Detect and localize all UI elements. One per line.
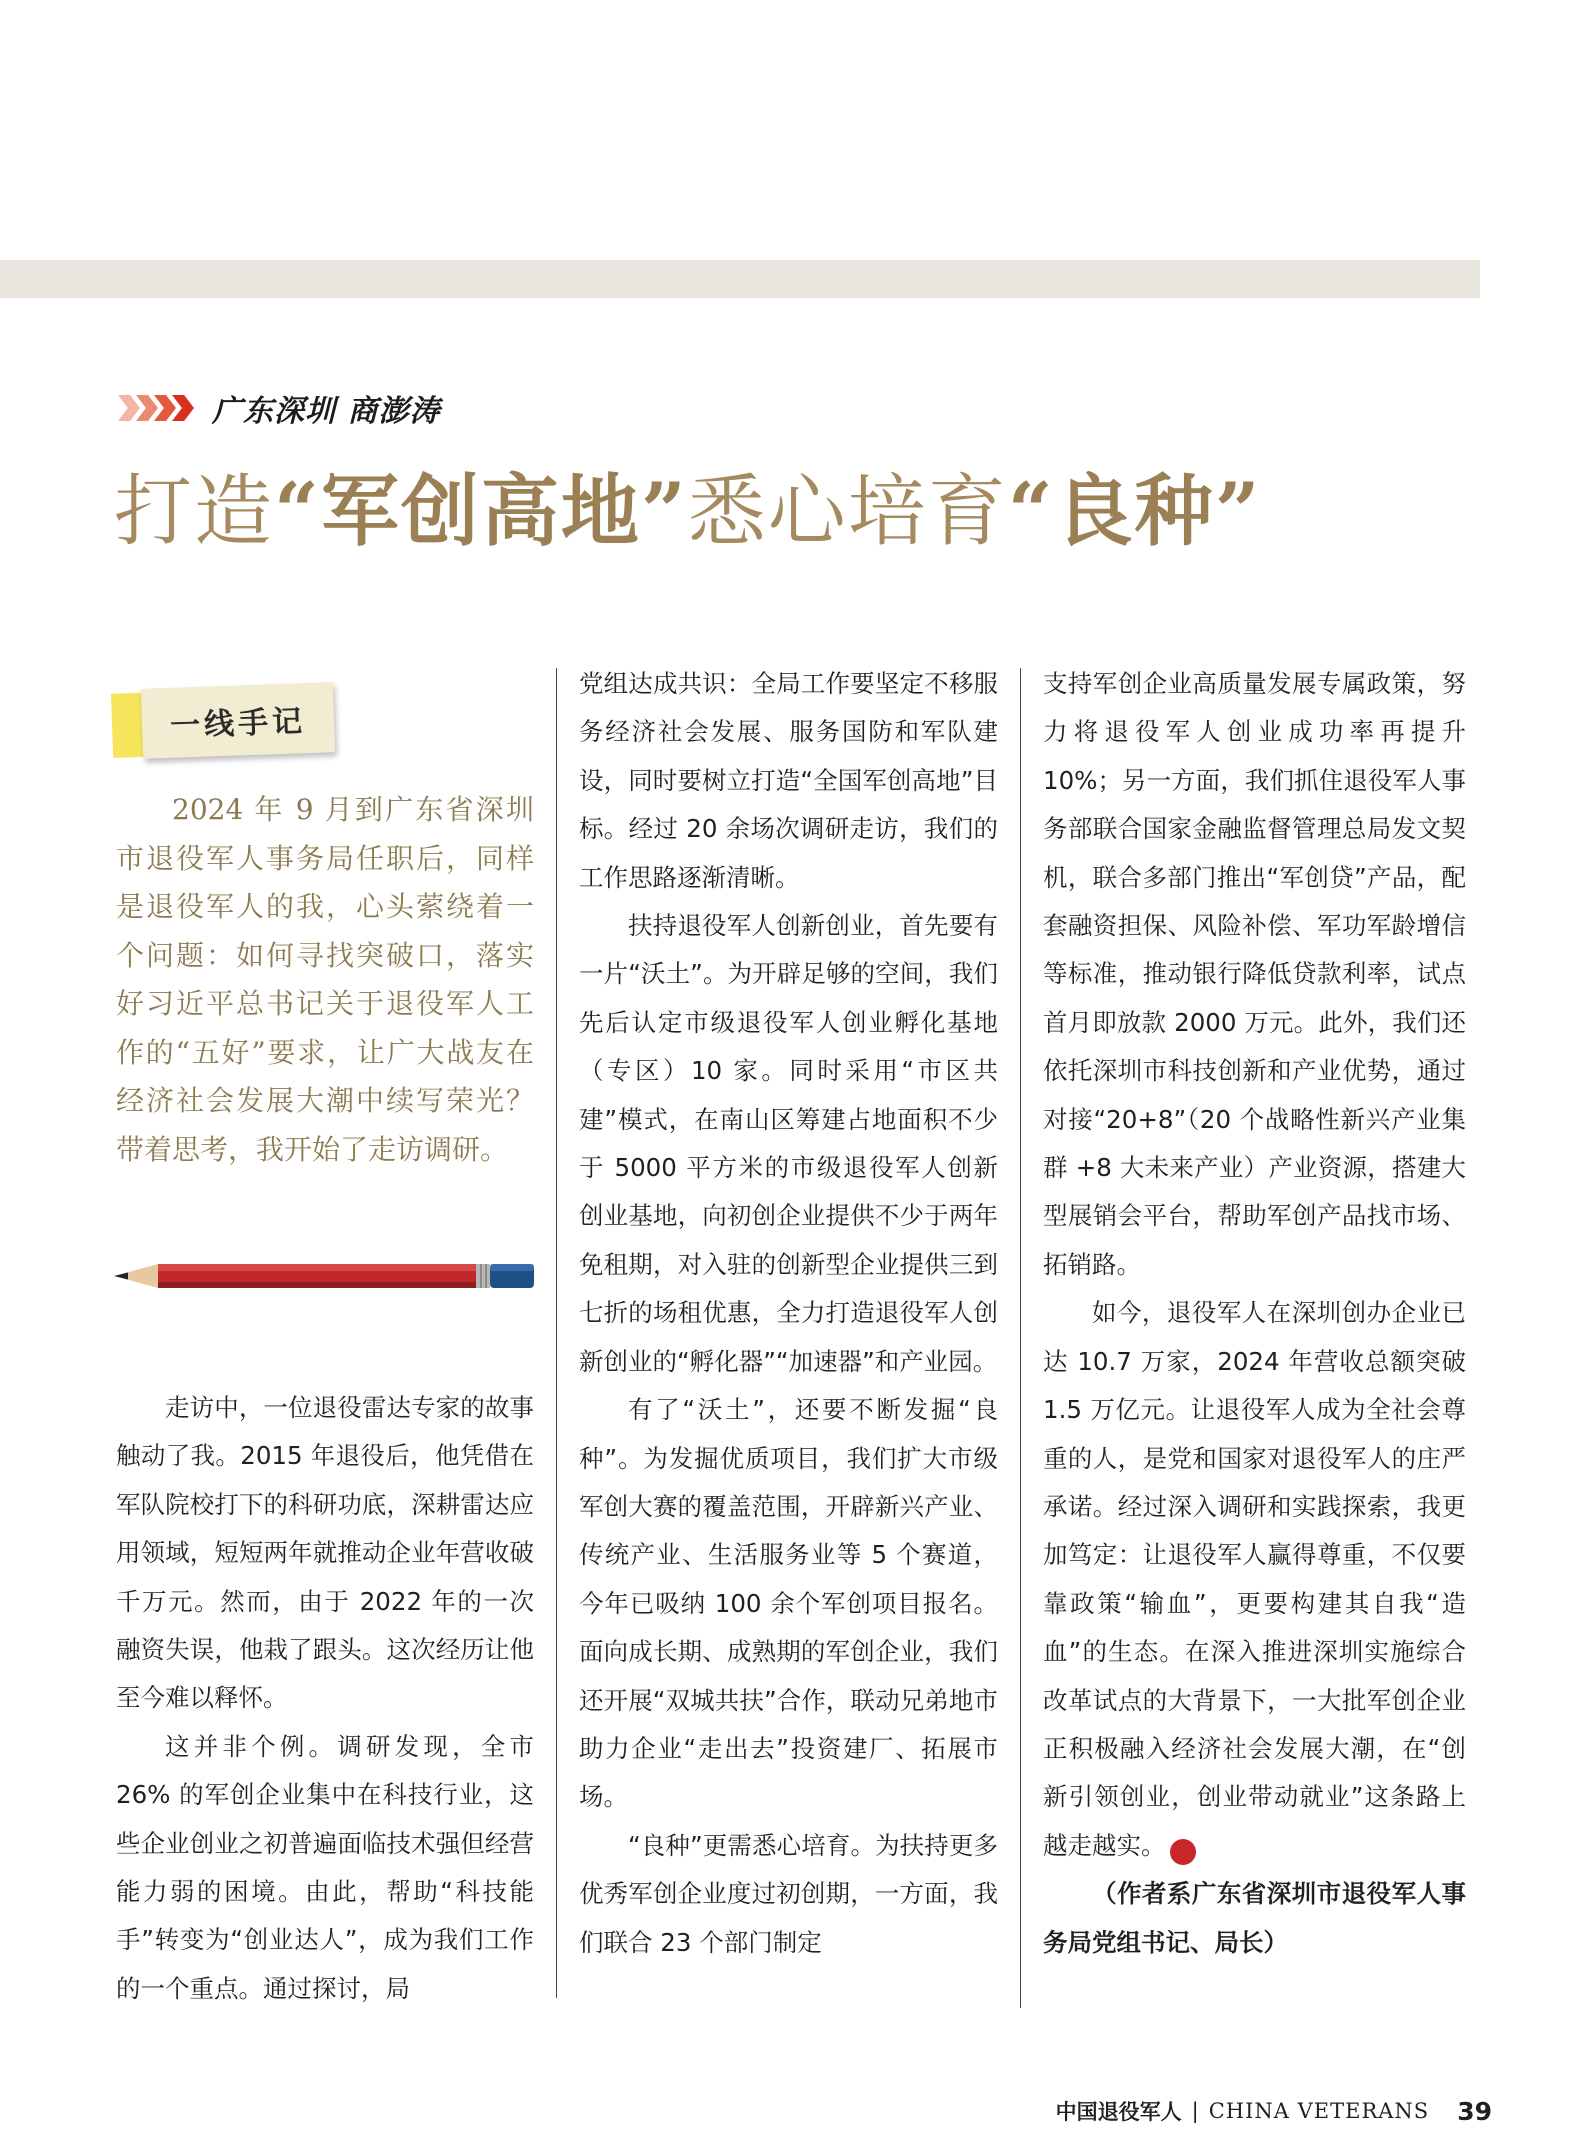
column-divider [1020,668,1021,2008]
paragraph: 扶持退役军人创新创业，首先要有一片“沃土”。为开辟足够的空间，我们先后认定市级退役军人创业孵化基地（专区）10 家。同时采用“市区共建”模式，在南山区筹建占地面积不少于 5000 平方米的市级退役军人创新创业基地，向初创企业提供不少于两年免租期，对入驻的创新型企业提供三到七折的场租优惠，全力打造退役军人创新创业的“孵化器”“加速器”和产业园。 [579,911,998,1376]
paragraph: 有了“沃土”，还要不断发掘“良种”。为发掘优质项目，我们扩大市级军创大赛的覆盖范围，开辟新兴产业、传统产业、生活服务业等 5 个赛道，今年已吸纳 100 余个军创项目报名。面向成长期、成熟期的军创企业，我们还开展“双城共扶”合作，联动兄弟地市助力企业“走出去”投资建厂、拓展市场。 [579,1395,998,1812]
end-mark-icon: V [1170,1839,1196,1865]
headline-quote-open-1: “ [274,466,321,557]
headline [114,462,1262,562]
sticker-card [141,682,335,759]
footer-magazine-name: 中国退役军人 [1055,2100,1182,2124]
author-note: （作者系广东省深圳市退役军人事务局党组书记、局长） [1043,1879,1466,1957]
sticker-text: 一线手记 [169,704,307,744]
column-2 [579,660,998,1967]
paragraph: 走访中，一位退役雷达专家的故事触动了我。2015 年退役后，他凭借在军队院校打下的科研功底，深耕雷达应用领域，短短两年就推动企业年营收破千万元。然而，由于 2022 年的一次融资失误，他栽了跟头。这次经历让他至今难以释怀。 [116,1393,534,1713]
pencil-icon [114,1262,534,1290]
paragraph: 党组达成共识：全局工作要坚定不移服务经济社会发展、服务国防和军队建设，同时要树立打造“全国军创高地”目标。经过 20 余场次调研走访，我们的工作思路逐渐清晰。 [579,669,998,892]
headline-part-2: 军创高地 [320,467,641,557]
headline-quote-close-1: ” [640,466,688,557]
intro-note-text: 2024 年 9 月到广东省深圳市退役军人事务局任职后，同样是退役军人的我，心头萦绕着一个问题：如何寻找突破口，落实好习近平总书记关于退役军人工作的“五好”要求，让广大战友在经济社会发展大潮中续写荣光？带着思考，我开始了走访调研。 [116,793,534,1166]
column-3 [1043,660,1466,1967]
headline-part-3: 悉心培育 [687,467,1008,557]
byline [118,388,440,428]
footer-separator: | [1191,2099,1199,2123]
sticker-label [111,682,335,760]
paragraph [1043,1289,1466,1870]
intro-note [116,786,534,1174]
column-divider [556,668,557,1998]
closing-text: 如今，退役军人在深圳创办企业已达 10.7 万家，2024 年营收总额突破 1.5 万亿元。让退役军人成为全社会尊重的人，是党和国家对退役军人的庄严承诺。经过深入调研和实践探索，我更加笃定：让退役军人赢得尊重，不仅要靠政策“输血”，更要构建其自我“造血”的生态。在深入推进深圳实施综合改革试点的大背景下，一大批军创企业正积极融入经济社会发展大潮，在“创新引领创业，创业带动就业”这条路上越走越实。 [1043,1298,1466,1860]
byline-chevrons-icon [118,395,190,421]
paragraph: 这并非个例。调研发现，全市 26% 的军创企业集中在科技行业，这些企业创业之初普遍面临技术强但经营能力弱的困境。由此，帮助“科技能手”转变为“创业达人”，成为我们工作的一个重点。通过探讨，局 [116,1731,534,2003]
paragraph: “良种”更需悉心培育。为扶持更多优秀军创企业度过初创期，一方面，我们联合 23 个部门制定 [579,1830,998,1957]
headline-part-4: 良种 [1054,467,1215,557]
byline-text: 广东深圳 商澎涛 [212,394,441,429]
paragraph: 支持军创企业高质量发展专属政策，努力将退役军人创业成功率再提升 10%；另一方面，我们抓住退役军人事务部联合国家金融监督管理总局发文契机，联合多部门推出“军创贷”产品，配套融资担保、风险补偿、军功军龄增信等标准，推动银行降低贷款利率，试点首月即放款 2000 万元。此外，我们还依托深圳市科技创新和产业优势，通过对接“20+8”（20 个战略性新兴产业集群 +8 大未来产业）产业资源，搭建大型展销会平台，帮助军创产品找市场、拓销路。 [1043,669,1466,1279]
footer-magazine-english: CHINA VETERANS [1208,2099,1430,2123]
headline-part-1: 打造 [114,467,275,557]
column-1 [116,1384,534,2013]
page-number: 39 [1457,2096,1492,2126]
footer [1056,2096,1492,2126]
top-band [0,260,1480,298]
headline-quote-close-2: ” [1214,466,1262,557]
headline-quote-open-2: “ [1007,466,1055,557]
